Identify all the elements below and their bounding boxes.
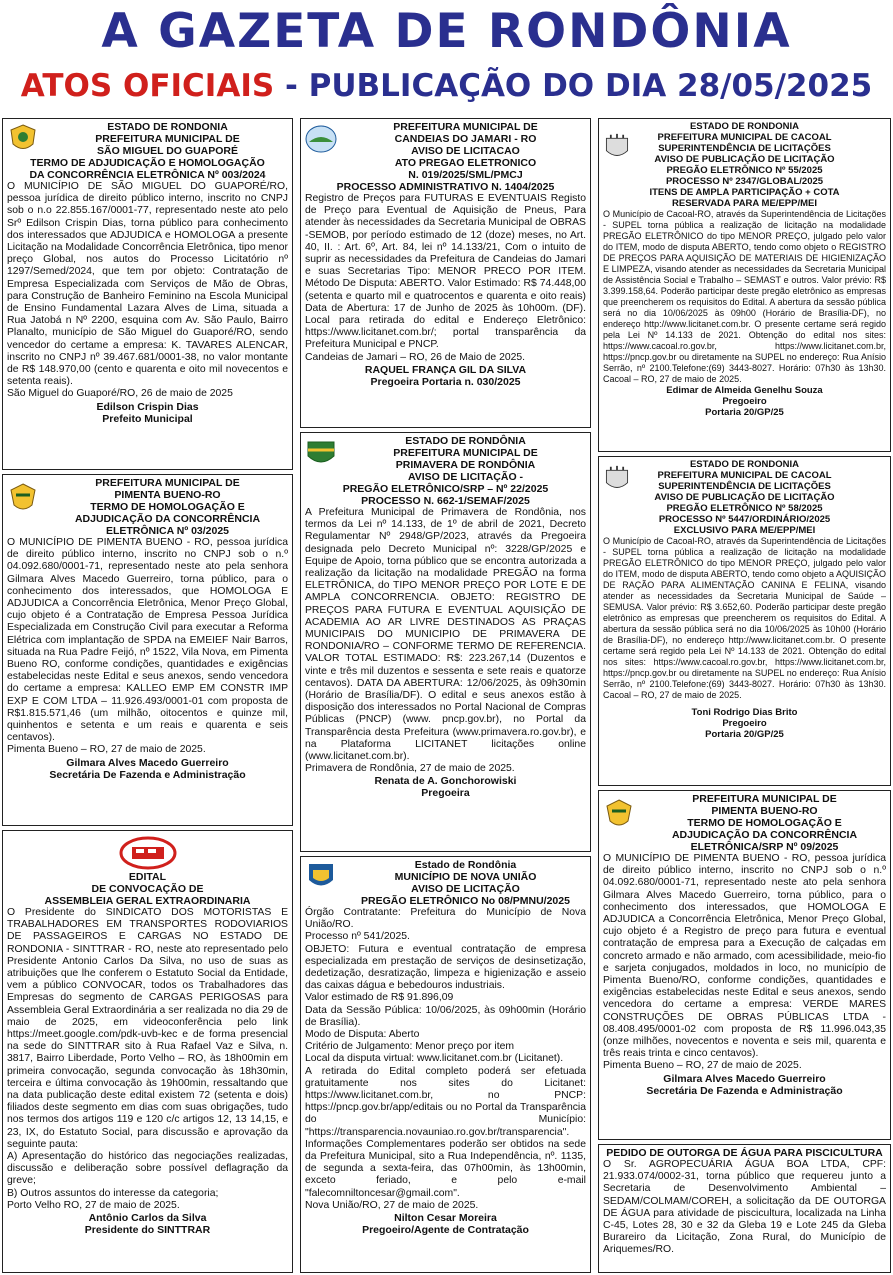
section-label: ATOS OFICIAIS <box>20 68 275 104</box>
notice-header: PREFEITURA MUNICIPAL DE CANDEIAS DO JAMARI - RO AVISO DE LICITACAO ATO PREGAO ELETRONICO N. 019/2025/SML/PMCJ <box>393 121 538 181</box>
notice-header: PREFEITURA MUNICIPAL DE PIMENTA BUENO-RO TERMO DE HOMOLOGAÇÃO E ADJUDICAÇÃO DA CONCORRÊNCIA ELETRÔNICA Nº 03/2025 <box>74 477 261 537</box>
edition-subtitle <box>0 64 893 108</box>
notice-sinttrar <box>2 830 293 1273</box>
municipal-crest-icon <box>602 465 632 495</box>
notice-body: O Presidente do SINDICATO DOS MOTORISTAS E TRABALHADORES EM TRANSPORTES RODOVIARIOS DE PASSAGEIROS E CARGAS NO ESTADO DE RONDONIA - SINTTRAR - RO, neste ato representado pelo Presidente Antonio Carlos Da Silva, no uso de suas as atribuições que lhe conferem o Estatuto Social da Entidade, vem a público CONVOCAR, todos os Trabalhadores das Empresas do segmento de CARGAS PERIGOSAS para Assembleia Geral Extraordinária a ser realizada no dia 29 de maio de 2025, em videoconferência pelo link https://meet.google.com/pdk-uvb-kec e de forma presencial na sede do SINTTRAR sito à Rua Rafael Vaz e Silva, n. 3817, Bairro Liberdade, Porto Velho – RO, às 18h00min em primeira convocação, segunda convocação às 18h30min, terceira e última convocação às 19h00min, ressaltando que na data publicação deste edital existem 72 (setenta e dois) filiados deste segmento em dias com suas obrigações, tudo nos termos dos artigos 119 e 120 c/c artigos 12, 13 14,15, e 23, IX, do Estatuto Social, para discussão e aprovação da seguinte pauta: A) Apresentação do histórico das negociações realizadas, discussão e deliberação sobre possível deflagração da greve; B) Outros assuntos do interesse da categoria; Porto Velho RO, 27 de maio de 2025. <box>7 907 288 1211</box>
signature: Renata de A. Gonchorowiski Pregoeira <box>374 775 517 800</box>
municipal-crest-icon <box>304 860 338 894</box>
notice-body: A Prefeitura Municipal de Primavera de Rondônia, nos termos da Lei nº 14.133, de 1º de abril de 2021, Decreto Regulamentar Nº 2948/GP/2023, através da Pregoeira designada pelo Decreto Municipal nº: 3228/GP/2025 e Equipe de Apoio, torna público que se encontra autorizada a realização da licitação na modalidade PREGÃO na forma ELETRÔNICA, do TIPO MENOR PREÇO POR LOTE E DE AMPLA CONCORRENCIA. OBJETO: REGISTRO DE PREÇOS PARA FUTURA E EVENTUAL AQUISIÇÃO DE ACADEMIA AO AR LIVRE DESTINADOS AS PRAÇAS MUNICIPAIS DO MUNICIPIO DE PRIMAVERA DE RONDONIA/RO – CONFORME TERMO DE REFERENCIA. VALOR TOTAL ESTIMADO: R$: 223.267,14 (Duzentos e vinte e três mil duzentos e sessenta e sete reais e quatorze centavos). DATA DA ABERTURA: 12/06/2025, às 09h30min (Horário de Brasília/DF). O edital e seus anexos estão à disposição dos interessados no Portal Nacional de Compras Públicas (PNCP) (www. pncp.gov.br), no Portal da Transparência desta Prefeitura (www.primavera.ro.gov.br), e na Plataforma LICITANET licitações online (www.licitanet.com.br). Primavera de Rondônia, 27 de maio de 2025. <box>305 507 586 775</box>
notice-body: O Sr. AGROPECUÁRIA ÁGUA BOA LTDA, CPF: 21.933.074/0002-31, torna público que requereu junto a Secretaria de Desenvolvimento Ambiental – SEDAM/COLMAM/COREH, a solicitação da DE OUTORGA DE ÁGUA para atividade de piscicultura, localizada na Linha C-45, Lotes 28, 30 e 32 da Gleba 19 e Lote 245 da Gleba Burareiro da Licitação, Zona Rural, do Município de Ariquemes/RO. <box>603 1159 886 1256</box>
publication-date: - PUBLICAÇÃO DO DIA 28/05/2025 <box>274 68 873 104</box>
notice-header: ESTADO DE RONDONIA PREFEITURA MUNICIPAL DE CACOAL SUPERINTENDÊNCIA DE LICITAÇÕES AVISO DE PUBLICAÇÃO DE LICITAÇÃO PREGÃO ELETRÔNICO Nº 58/2025 PROCESSO Nº 5447/ORDINÁRIO/2025 EXCLUSIVO PARA ME/EPP/MEI <box>654 459 835 536</box>
notice-body: O Município de Cacoal-RO, através da Superintendência de Licitações - SUPEL torna pública a realização de licitação na modalidade PREGÃO ELETRÔNICO do tipo MENOR PREÇO, julgado pelo valor do ITEM, modo de disputa ABERTO, tendo como objeto a AQUISIÇÃO DE RAÇÃO PARA ALIMENTAÇÃO CANINA E FELINA, visando atender as necessidades da Secretaria Municipal de Saúde – SEMUSA. Valor prévio: R$ 3.652,60. Poderão participar deste pregão eletrônico as empresas que preencherem os requisitos do Edital. A abertura da sessão pública será no dia 10/06/2025 às 10h00 (Horário de Brasília-DF), no endereço http://www.licitanet.com.br. O presente certame será regido pela Lei Nº 14.133 de 2021. Obtenção do edital nos sites: https://www.cacoal.ro.gov.br, https://www.licitanet.com.br, https://pncp.gov.br ou diretamente na SUPEL no endereço: Rua Anísio Serrão, nº 2100.Telefone:(69) 3443-8027. Horário: 07h30 às 13h30. Cacoal – RO, 27 de maio de 2025. <box>603 536 886 700</box>
notice-body: O MUNICÍPIO DE SÃO MIGUEL DO GUAPORÉ/RO, pessoa jurídica de direito público interno, inscrito no CNPJ sob o n.o 22.855.167/0001-77, representado neste ato pelo Srº Edilson Crispin Dias, torna público para conhecimento dos interessados que ADJUDICA e HOMOLOGA a presente Licitação na Modalidade Concorrência Eletrônica, tipo menor preço Global, nos autos do Processo Licitatório nº 1297/Semed/2024, que tem por objeto: Contratação de Empresa Especializada com Serviços de Mão de Obras, para Construção de Banheiro Feminino na Escola Municipal de Ensino Fundamental Lazara Alves de Lima, situada a Rua Jatobá n Nº 2200, esquina com Av. São Paulo, Bairro Planalto, município de São Miguel do Guaporé/RO, sendo vencedor do certame a empresa: K. TAVARES ALENCAR, inscrito no CNPJ nº 39.467.681/0001-38, no valor montante de R$ 148.970,00 (cento e quarenta e oito mil novecentos e setenta reais). São Miguel do Guaporé/RO, 26 de maio de 2025 <box>7 181 288 400</box>
notice-header: Estado de Rondônia MUNICÍPIO DE NOVA UNIÃO AVISO DE LICITAÇÃO PREGÃO ELETRÔNICO No 08/PMNU/2025 <box>361 859 570 907</box>
notice-candeias-jamari: PREFEITURA MUNICIPAL DE CANDEIAS DO JAMARI - RO AVISO DE LICITACAO ATO PREGAO ELETRONICO N. 019/2025/SML/PMCJ PROCESSO ADMINISTRATIVO N. 1404/2025 Registro de Preços para FUTURAS E EVENTUAIS Registo de Preço para Eventual de Aquisição de Pneus, Para atender às necessidades da Secretaria Municipal de OBRAS -SEMOB, por período estimado de 12 (doze) meses, no Art. 40, II. : Art. 6º, Art. 84, lei nº 14.133/21, Com o intuito de suprir as necessidades da Prefeitura de Candeias do Jamari e suas Secretarias Tipo: MENOR PRECO POR ITEM. Método De Disputa: ABERTO. Valor Estimado: R$ 74.448,00 (setenta e quarto mil e quatrocentos e quarenta e oito reais) Data de Abertura: 17 de Junho de 2025 às 10h00m. (DF). Local para retirada do edital e Endereço Eletrônico: https://www.licitanet.com.br/; portal transparência da Prefeitura Municipal e PNCP. Candeias de Jamari – RO, 26 de Maio de 2025. RAQUEL FRANÇA GIL DA SILVA Pregoeira Portaria n. 030/2025 <box>300 118 591 428</box>
notice-cacoal-55 <box>598 118 891 452</box>
signature: Gilmara Alves Macedo Guerreiro Secretária De Fazenda e Administração <box>646 1072 843 1097</box>
notice-header: ESTADO DE RONDONIA PREFEITURA MUNICIPAL DE SÃO MIGUEL DO GUAPORÉ <box>95 121 240 157</box>
municipal-crest-icon <box>304 436 338 470</box>
notice-header: PEDIDO DE OUTORGA DE ÁGUA PARA PISCICULTURA <box>606 1147 883 1159</box>
notice-sao-miguel: ESTADO DE RONDONIA PREFEITURA MUNICIPAL DE SÃO MIGUEL DO GUAPORÉ TERMO DE ADJUDICAÇÃO E HOMOLOGAÇÃO DA CONCORRÊNCIA ELETRÔNICA Nº 003/2024 O MUNICÍPIO DE SÃO MIGUEL DO GUAPORÉ/RO, pessoa jurídica de direito público interno, inscrito no CNPJ sob o n.o 22.855.167/0001-77, representado neste ato pelo Srº Edilson Crispin Dias, torna público para conhecimento dos interessados que ADJUDICA e HOMOLOGA a presente Licitação na Modalidade Concorrência Eletrônica, tipo menor preço Global, nos autos do Processo Licitatório nº 1297/Semed/2024, que tem por objeto: Contratação de Empresa Especializada com Serviços de Mão de Obras, para Construção de Banheiro Feminino na Escola Municipal de Ensino Fundamental Lazara Alves de Lima, situada a Rua Jatobá n Nº 2200, esquina com Av. São Paulo, Bairro Planalto, município de São Miguel do Guaporé/RO, sendo vencedor do certame a empresa: K. TAVARES ALENCAR, inscrito no CNPJ nº 39.467.681/0001-38, no valor montante de R$ 148.970,00 (cento e quarenta e oito mil novecentos e setenta reais). São Miguel do Guaporé/RO, 26 de maio de 2025 Edilson Crispin Dias Prefeito Municipal <box>2 118 293 470</box>
signature: Nilton Cesar Moreira Pregoeiro/Agente de Contratação <box>362 1212 529 1237</box>
masthead <box>0 0 893 64</box>
notice-outorga-agua <box>598 1144 891 1273</box>
municipal-crest-icon <box>602 133 632 163</box>
notice-body: O MUNICÍPIO DE PIMENTA BUENO - RO, pessoa jurídica de direito público interno, inscrito no CNPJ sob o n.º 04.092.680/0001-71, representado neste ato pela senhora Gilmara Alves Macedo Guerreiro, torna público, para o conhecimento dos interessados, que HOMOLOGA E ADJUDICA a Concorrência Eletrônica, Menor Preço Global, cujo objeto é a Registro de preço para futura e eventual contratação de empresa para a Execução de calçadas em concreto armado e não armado, com acessibilidade, meio-fio e sarjeta conjugados, moldados in loco, no município de Pimenta Bueno/RO, conforme condições, quantidades e exigências estabelecidas neste Edital e seus anexos, sendo vencedora do certame a empresa: VERDE MARES CONSTRUÇÕES DE OBRAS PÚBLICAS LTDA - 08.408.495/0001-02 com proposta de R$ 11.996.043,35 (onze milhões, novecentos e noventa e seis mil, quarenta e três reais trinta e cinco centavos). Pimenta Bueno – RO, 27 de maio de 2025. <box>603 853 886 1072</box>
notice-pimenta-bueno-09 <box>598 790 891 1140</box>
signature: Edilson Crispin Dias Prefeito Municipal <box>96 400 199 425</box>
notice-pimenta-bueno-03 <box>2 474 293 826</box>
notice-body: Registro de Preços para FUTURAS E EVENTUAIS Registo de Preço para Eventual de Aquisição de Pneus, Para atender às necessidades da Secretaria Municipal de OBRAS -SEMOB, por período estimado de 12 (doze) meses, no Art. 40, II. : Art. 6º, Art. 84, lei nº 14.133/21, Com o intuito de suprir as necessidades da Prefeitura de Candeias do Jamari e suas Secretarias Tipo: MENOR PRECO POR ITEM. Método De Disputa: ABERTO. Valor Estimado: R$ 74.448,00 (setenta e quarto mil e quatrocentos e quarenta e oito reais) Data de Abertura: 17 de Junho de 2025 às 10h00m. (DF). Local para retirada do edital e Endereço Eletrônico: https://www.licitanet.com.br/; portal transparência da Prefeitura Municipal e PNCP. Candeias de Jamari – RO, 26 de Maio de 2025. <box>305 193 586 363</box>
notice-body: O Município de Cacoal-RO, através da Superintendência de Licitações - SUPEL torna pública a realização de licitação na modalidade PREGÃO ELETRÔNICO do tipo MENOR PREÇO, julgado pelo valor do ITEM, modo de disputa ABERTO, tendo como objeto o REGISTRO DE PREÇOS PARA AQUISIÇÃO DE MATERIAIS DE HIGIENIZAÇÃO E LIMPEZA, visando atender as necessidades da Secretaria Municipal de Assistência Social e Trabalho – SEMAST e outros. Valor prévio: R$ 3.399.158,64. Poderão participar deste pregão eletrônico as empresas que preencherem os requisitos do Edital. A abertura da sessão pública será no dia 10/06/2025 às 09h00 (Horário de Brasília-DF), no endereço http://www.licitanet.com.br. O presente certame será regido pela Lei Nº 14.133 de 2021. Obtenção do edital nos sites: https://www.cacoal.ro.gov.br, https://www.licitanet.com.br, https://pncp.gov.br ou diretamente na SUPEL no endereço: Rua Anísio Serrão, nº 2100.Telefone:(69) 3443-8027. Horário: 07h30 às 13h30. Cacoal – RO, 27 de maio de 2025. <box>603 209 886 384</box>
notice-nova-uniao <box>300 856 591 1273</box>
notice-body: O MUNICÍPIO DE PIMENTA BUENO - RO, pessoa jurídica de direito público interno, inscrito no CNPJ sob o n.º 04.092.680/0001-71, representado neste ato pela senhora Gilmara Alves Macedo Guerreiro, torna público, para o conhecimento dos interessados, que HOMOLOGA E ADJUDICA a Concorrência Eletrônica, Menor Preço Global, cujo objeto é a Contratação de Empresa Pessoa Jurídica Especializada em Construção Civil para executar a Reforma Elétrica com implantação de SPDA na EMEIEF Nair Barros, situada na Rua Padre Feijó, nº 1522, Vila Nova, em Pimenta Bueno RO, conforme condições, quantidades e exigências estabelecidas neste Edital e seus anexos, sendo vencedora do certame a empresa: KALLEO EMP EM CONSTR IMP EXP E COM LTDA – 11.926.493/0001-01 com proposta de R$1.815.571,46 (um milhão, oitocentos e quinze mil, quinhentos e setenta e um reais e quarenta e seis centavos). Pimenta Bueno – RO, 27 de maio de 2025. <box>7 537 288 756</box>
notice-body: Órgão Contratante: Prefeitura do Município de Nova União/RO. Processo nº 541/2025. OBJETO: Futura e eventual contratação de empresa especializada em prestação de serviços de desinsetização, dedetização, desratização, limpeza e higienização e asseio das caixas dágua e bebedouros industriais. Valor estimado de R$ 91.896,09 Data da Sessão Pública: 10/06/2025, às 09h00min (Horário de Brasília). Modo de Disputa: Aberto Critério de Julgamento: Menor preço por item Local da disputa virtual: www.licitanet.com.br (Licitanet). A retirada do Edital completo poderá ser efetuada gratuitamente nos sites do Licitanet: https://www.licitanet.com.br, no PNCP: https://pncp.gov.br/app/editais ou no Portal da Transparência do Município: "https://transparencia.novauniao.ro.gov.br/transparencia". Informações Complementares poderão ser obtidos na sede da Prefeitura Municipal, sito a Rua Independência, nº. 1135, de segunda a sexta-feira, das 07h00min, às 13h00min, exceto feriado, e pelo e-mail "falecomniltoncesar@gmail.com". Nova União/RO, 27 de maio de 2025. <box>305 907 586 1211</box>
notice-header: ESTADO DE RONDONIA PREFEITURA MUNICIPAL DE CACOAL SUPERINTENDÊNCIA DE LICITAÇÕES AVISO DE PUBLICAÇÃO DE LICITAÇÃO PREGÃO ELETRÔNICO Nº 55/2025 PROCESSO Nº 2347/GLOBAL/2025 ITENS DE AMPLA PARTICIPAÇÃO + COTA RESERVADA PARA ME/EPP/MEI <box>649 121 840 209</box>
municipal-crest-icon <box>6 122 40 156</box>
notice-header: PREFEITURA MUNICIPAL DE PIMENTA BUENO-RO TERMO DE HOMOLOGAÇÃO E ADJUDICAÇÃO DA CONCORRÊNCIA ELETRÔNICA/SRP Nº 09/2025 <box>671 793 858 853</box>
signature: Gilmara Alves Macedo Guerreiro Secretária De Fazenda e Administração <box>49 756 246 781</box>
notice-header: ESTADO DE RONDÔNIA PREFEITURA MUNICIPAL DE PRIMAVERA DE RONDÔNIA AVISO DE LICITAÇÃO - <box>393 435 538 483</box>
notice-primavera: ESTADO DE RONDÔNIA PREFEITURA MUNICIPAL DE PRIMAVERA DE RONDÔNIA AVISO DE LICITAÇÃO - PREGÃO ELETRÔNICO/SRP – Nº 22/2025 PROCESSO N. 662-1/SEMAF/2025 A Prefeitura Municipal de Primavera de Rondônia, nos termos da Lei nº 14.133, de 1º de abril de 2021, Decreto Regulamentar Nº 2948/GP/2023, através da Pregoeira designada pelo Decreto Municipal nº: 3228/GP/2025 e Equipe de Apoio, torna público que se encontra autorizada a realização da licitação na modalidade PREGÃO na forma ELETRÔNICA, do TIPO MENOR PREÇO POR LOTE E DE AMPLA CONCORRENCIA. OBJETO: REGISTRO DE PREÇOS PARA FUTURA E EVENTUAL AQUISIÇÃO DE ACADEMIA AO AR LIVRE DESTINADOS AS PRAÇAS MUNICIPAIS DO MUNICIPIO DE PRIMAVERA DE RONDONIA/RO – CONFORME TERMO DE REFERENCIA. VALOR TOTAL ESTIMADO: R$: 223.267,14 (Duzentos e vinte e três mil duzentos e sessenta e sete reais e quatorze centavos). DATA DA ABERTURA: 12/06/2025, às 09h30min (Horário de Brasília/DF). O edital e seus anexos estão à disposição dos interessados no Portal Nacional de Compras Públicas (PNCP) (www. pncp.gov.br), no Portal da Transparência desta Prefeitura (www.primavera.ro.gov.br), e na Plataforma LICITANET licitações online (www.licitanet.com.br). Primavera de Rondônia, 27 de maio de 2025. Renata de A. Gonchorowiski Pregoeira <box>300 432 591 852</box>
union-logo-icon <box>118 835 178 871</box>
notice-header: EDITAL DE CONVOCAÇÃO DE ASSEMBLEIA GERAL EXTRAORDINARIA <box>44 871 251 907</box>
notice-cacoal-58 <box>598 456 891 786</box>
municipal-crest-icon <box>304 122 338 156</box>
municipal-crest-icon <box>6 481 40 515</box>
signature: Edimar de Almeida Genelhu Souza Pregoeiro Portaria 20/GP/25 <box>666 385 823 418</box>
signature: Toni Rodrigo Dias Brito Pregoeiro Portaria 20/GP/25 <box>691 707 798 740</box>
newspaper-title: A GAZETA DE RONDÔNIA <box>101 4 792 59</box>
signature: Antônio Carlos da Silva Presidente do SINTTRAR <box>84 1212 211 1237</box>
municipal-crest-icon <box>602 797 636 831</box>
signature: RAQUEL FRANÇA GIL DA SILVA Pregoeira Portaria n. 030/2025 <box>364 363 527 388</box>
